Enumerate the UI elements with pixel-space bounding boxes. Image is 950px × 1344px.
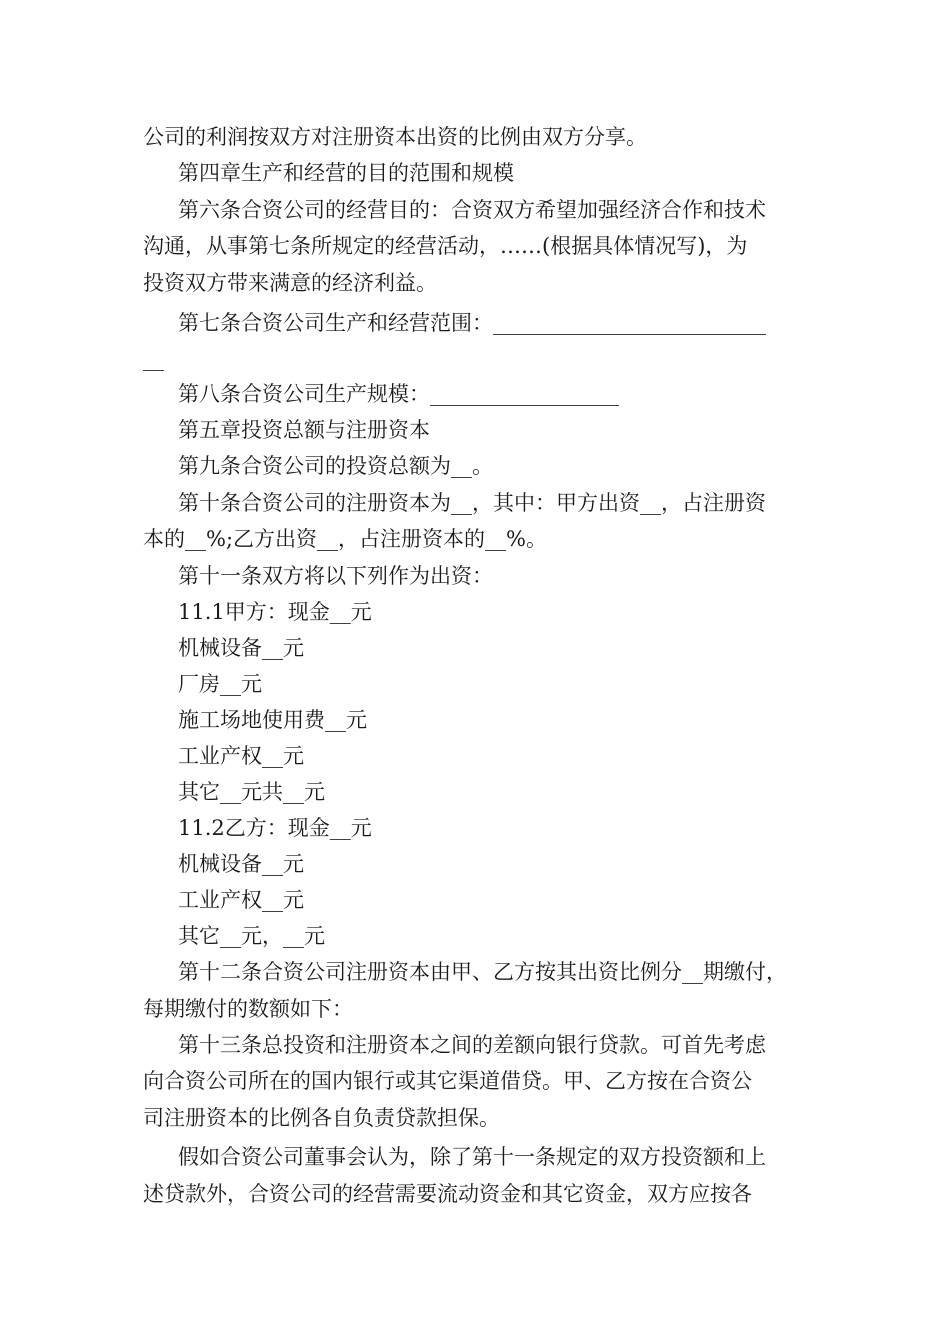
text-line: 11.2乙方：现金__元 bbox=[178, 816, 372, 840]
text-line: 第十一条双方将以下列作为出资： bbox=[178, 564, 493, 588]
text-line: 工业产权__元 bbox=[178, 744, 304, 768]
text-line: 述贷款外，合资公司的经营需要流动资金和其它资金，双方应按各 bbox=[143, 1182, 752, 1206]
text-line: 每期缴付的数额如下： bbox=[143, 997, 353, 1021]
text-line: 其它__元，__元 bbox=[178, 924, 325, 948]
text-line: 第十三条总投资和注册资本之间的差额向银行贷款。可首先考虑 bbox=[178, 1033, 766, 1057]
text-line: 本的__%;乙方出资__，占注册资本的__%。 bbox=[143, 527, 547, 551]
text-line: 11.1甲方：现金__元 bbox=[178, 600, 372, 624]
text-line: 其它__元共__元 bbox=[178, 780, 325, 804]
text-line: __ bbox=[143, 347, 164, 371]
text-line: 工业产权__元 bbox=[178, 888, 304, 912]
text-line: 第八条合资公司生产规模：__________________ bbox=[178, 382, 619, 406]
text-line: 第七条合资公司生产和经营范围：__________________________ bbox=[178, 311, 766, 335]
text-line: 向合资公司所在的国内银行或其它渠道借贷。甲、乙方按在合资公 bbox=[143, 1069, 752, 1093]
text-line: 沟通，从事第七条所规定的经营活动，……(根据具体情况写)，为 bbox=[143, 234, 748, 258]
text-line: 第九条合资公司的投资总额为__。 bbox=[178, 454, 493, 478]
text-line: 厂房__元 bbox=[178, 672, 262, 696]
text-line: 第十二条合资公司注册资本由甲、乙方按其出资比例分__期缴付， bbox=[178, 960, 787, 984]
chapter-heading: 第五章投资总额与注册资本 bbox=[178, 418, 430, 442]
text-line: 投资双方带来满意的经济利益。 bbox=[143, 271, 437, 295]
text-line: 第六条合资公司的经营目的：合资双方希望加强经济合作和技术 bbox=[178, 198, 766, 222]
text-line: 假如合资公司董事会认为，除了第十一条规定的双方投资额和上 bbox=[178, 1145, 766, 1169]
text-line: 公司的利润按双方对注册资本出资的比例由双方分享。 bbox=[143, 125, 647, 149]
text-line: 机械设备__元 bbox=[178, 852, 304, 876]
chapter-heading: 第四章生产和经营的目的范围和规模 bbox=[178, 161, 514, 185]
text-line: 施工场地使用费__元 bbox=[178, 708, 367, 732]
text-line: 司注册资本的比例各自负责贷款担保。 bbox=[143, 1106, 500, 1130]
text-line: 第十条合资公司的注册资本为__，其中：甲方出资__，占注册资 bbox=[178, 491, 766, 515]
text-line: 机械设备__元 bbox=[178, 636, 304, 660]
